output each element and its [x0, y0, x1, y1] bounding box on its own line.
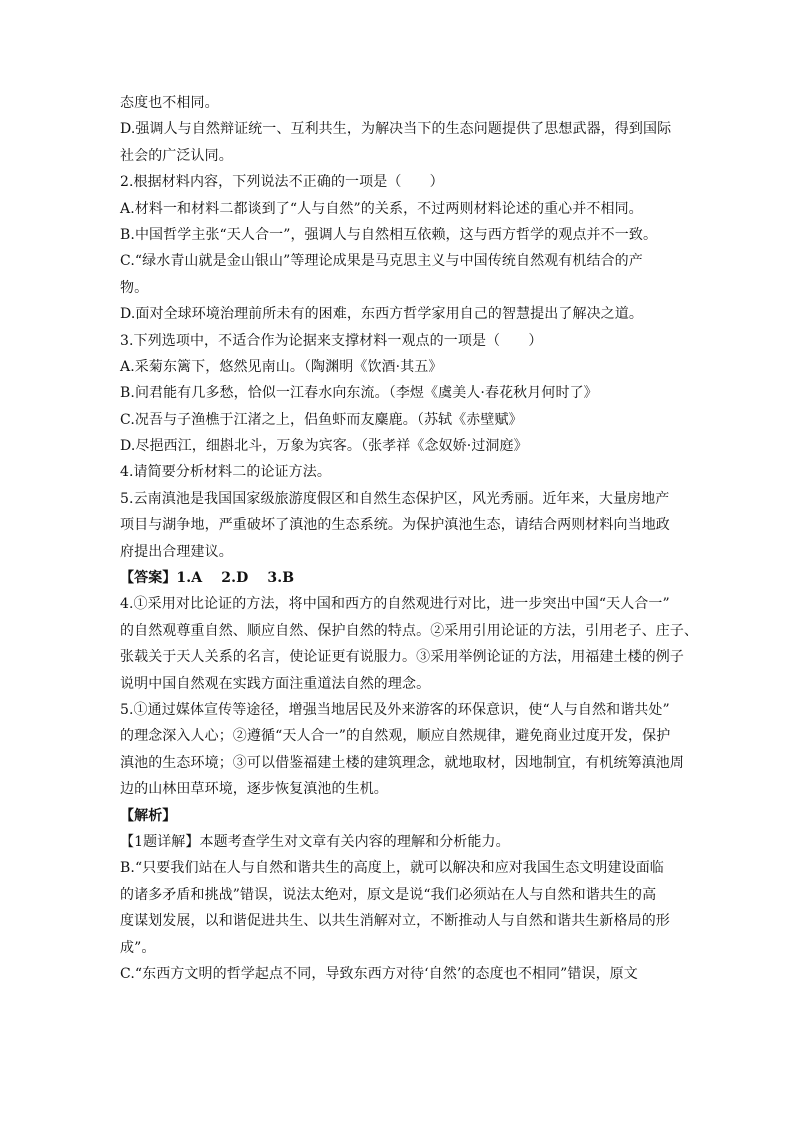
answer-4: 4.①采用对比论证的方法，将中国和西方的自然观进行对比，进一步突出中国“天人合一” — [120, 596, 670, 613]
text-line: 说明中国自然观在实践方面注重道法自然的理念。 — [120, 675, 431, 692]
option-d: D.面对全球环境治理前所未有的困难，东西方哲学家用自己的智慧提出了解决之道。 — [120, 306, 643, 323]
option-c: C.况吾与子渔樵于江渚之上，侣鱼虾而友麋鹿。（苏轼《赤壁赋》 — [120, 411, 523, 428]
text-line: 成”。 — [120, 939, 156, 956]
text-line: 度谋划发展，以和谐促进共生、以共生消解对立，不断推动人与自然和谐共生新格局的形 — [120, 913, 670, 930]
text-line: 物。 — [120, 279, 149, 296]
text-line: 社会的广泛认同。 — [120, 147, 233, 164]
answer-5: 5.①通过媒体宣传等途径，增强当地居民及外来游客的环保意识，使“人与自然和谐共处” — [120, 701, 670, 718]
option-b: B.中国哲学主张“天人合一”，强调人与自然相互依赖，这与西方哲学的观点并不一致。 — [120, 226, 658, 243]
text-line: 的理念深入人心；②遵循“天人合一”的自然观，顺应自然规律，避免商业过度开发，保护 — [120, 728, 671, 745]
analysis-c: C.“东西方文明的哲学起点不同，导致东西方对待‘自然’的态度也不相同”错误，原文 — [120, 965, 638, 982]
question-5: 5.云南滇池是我国国家级旅游度假区和自然生态保护区，风光秀丽。近年来，大量房地产 — [120, 490, 670, 507]
document-page — [120, 90, 699, 987]
text-line: 的自然观尊重自然、顺应自然、保护自然的特点。②采用引用论证的方法，引用老子、庄子、 — [120, 622, 699, 639]
option-a: A.材料一和材料二都谈到了“人与自然”的关系，不过两则材料论述的重心并不相同。 — [120, 200, 643, 217]
option-c: C.“绿水青山就是金山银山”等理论成果是马克思主义与中国传统自然观有机结合的产 — [120, 253, 643, 270]
detail-1-heading: 【1题详解】本题考查学生对文章有关内容的理解和分析能力。 — [120, 833, 510, 850]
text-line: 滇池的生态环境；③可以借鉴福建土楼的建筑理念，就地取材，因地制宜，有机统筹滇池周 — [120, 754, 684, 771]
analysis-b: B.“只要我们站在人与自然和谐共生的高度上，就可以解决和应对我国生态文明建设面临 — [120, 860, 664, 877]
option-d: D.尽挹西江，细斟北斗，万象为宾客。（张孝祥《念奴娇·过洞庭》 — [120, 438, 528, 455]
text-line: 张载关于天人关系的名言，使论证更有说服力。③采用举例论证的方法，用福建土楼的例子 — [120, 649, 684, 666]
text-line: 态度也不相同。 — [120, 95, 219, 111]
question-4: 4.请简要分析材料二的论证方法。 — [120, 464, 331, 481]
text-line: 府提出合理建议。 — [120, 543, 233, 560]
option-a: A.采菊东篱下，悠然见南山。（陶渊明《饮酒·其五》 — [120, 358, 443, 375]
question-3: 3.下列选项中，不适合作为论据来支撑材料一观点的一项是（ ） — [120, 332, 543, 349]
text-line: 项目与湖争地，严重破坏了滇池的生态系统。为保护滇池生态，请结合两则材料向当地政 — [120, 517, 670, 534]
option-b: B.问君能有几多愁，恰似一江春水向东流。（李煜《虞美人·春花秋月何时了》 — [120, 385, 598, 402]
text-line: 的诸多矛盾和挑战”错误，说法太绝对，原文是说“我们必须站在人与自然和谐共生的高 — [120, 886, 657, 903]
analysis-heading: 【解析】 — [120, 807, 177, 824]
option-d-line: D.强调人与自然辩证统一、互利共生，为解决当下的生态问题提供了思想武器，得到国际 — [120, 121, 672, 138]
question-2: 2.根据材料内容，下列说法不正确的一项是（ ） — [120, 174, 444, 191]
answer-heading: 【答案】1.A 2.D 3.B — [120, 570, 295, 587]
text-line: 边的山林田草环境，逐步恢复滇池的生机。 — [120, 781, 388, 798]
